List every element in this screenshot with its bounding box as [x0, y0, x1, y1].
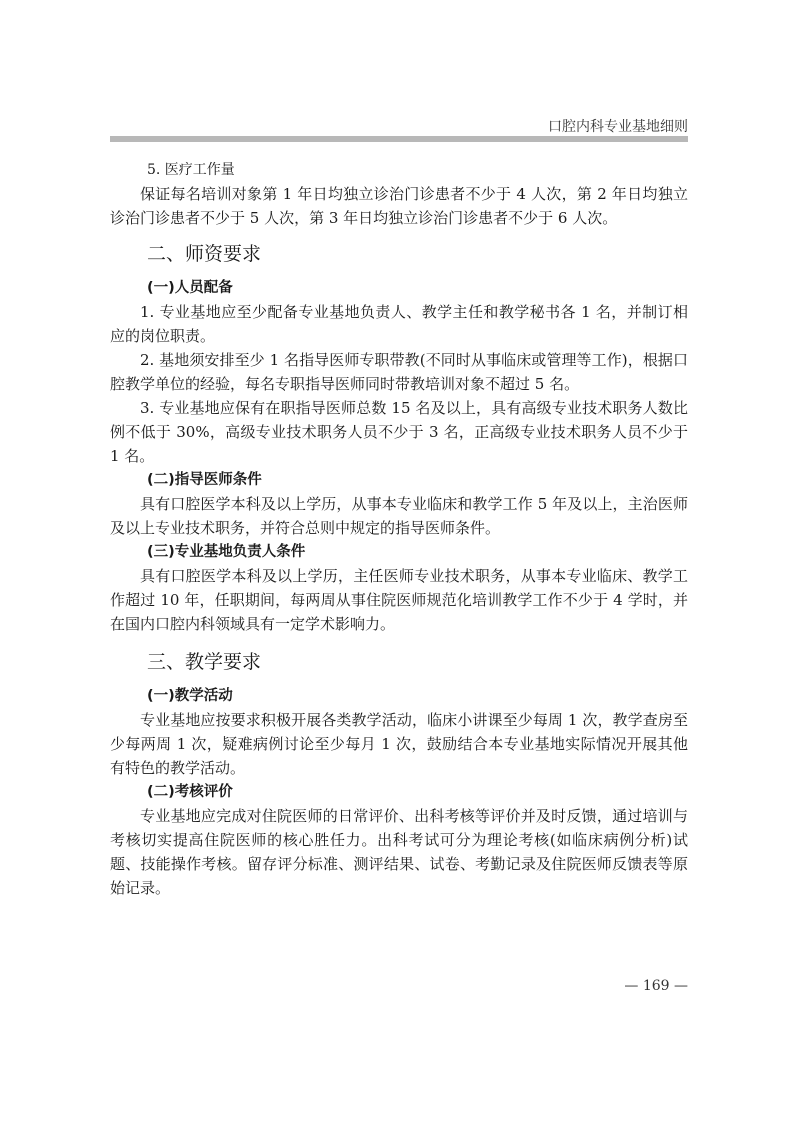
activities-heading: (一)教学活动: [147, 688, 233, 704]
assessment-heading: (二)考核评价: [147, 784, 233, 800]
page-number: — 169 —: [624, 978, 688, 994]
mentor-text: 具有口腔医学本科及以上学历，从事本专业临床和教学工作 5 年及以上，主治医师及以上专业技术职务，并符合总则中规定的指导医师条件。: [110, 495, 688, 537]
staffing-item-1: 1. 专业基地应至少配备专业基地负责人、教学主任和教学秘书各 1 名，并制订相应的岗位职责。: [110, 303, 688, 345]
staffing-item-2: 2. 基地须安排至少 1 名指导医师专职带教(不同时从事临床或管理等工作)，根据口腔教学单位的经验，每名专职指导医师同时带教培训对象不超过 5 名。: [110, 351, 688, 393]
faculty-section-heading: 二、师资要求: [147, 243, 262, 265]
teaching-section-heading: 三、教学要求: [147, 651, 262, 673]
activities-text: 专业基地应按要求积极开展各类教学活动，临床小讲课至少每周 1 次，教学查房至少每两周 1 次，疑难病例讨论至少每月 1 次，鼓励结合本专业基地实际情况开展其他有特色的教学活动。: [110, 711, 688, 777]
medical-workload-title: 5. 医疗工作量: [147, 162, 235, 178]
page-body: [110, 150, 688, 900]
header-rule: [110, 136, 688, 142]
staffing-item-3: 3. 专业基地应保有在职指导医师总数 15 名及以上，具有高级专业技术职务人数比例不低于 30%，高级专业技术职务人员不少于 3 名，正高级专业技术职务人员不少于 1 名。: [110, 399, 688, 465]
staffing-heading: (一)人员配备: [147, 280, 233, 296]
mentor-heading: (二)指导医师条件: [147, 472, 262, 488]
medical-workload-text: 保证每名培训对象第 1 年日均独立诊治门诊患者不少于 4 人次，第 2 年日均独立诊治门诊患者不少于 5 人次，第 3 年日均独立诊治门诊患者不少于 6 人次。: [110, 185, 688, 227]
leader-heading: (三)专业基地负责人条件: [147, 544, 306, 560]
running-head-title: 口腔内科专业基地细则: [548, 119, 688, 135]
leader-text: 具有口腔医学本科及以上学历，主任医师专业技术职务，从事本专业临床、教学工作超过 10 年，任职期间，每两周从事住院医师规范化培训教学工作不少于 4 学时，并在国内口腔内科领域具有一定学术影响力。: [110, 567, 688, 633]
assessment-text: 专业基地应完成对住院医师的日常评价、出科考核等评价并及时反馈，通过培训与考核切实提高住院医师的核心胜任力。出科考试可分为理论考核(如临床病例分析)试题、技能操作考核。留存评分标准、测评结果、试卷、考勤记录及住院医师反馈表等原始记录。: [110, 807, 688, 897]
